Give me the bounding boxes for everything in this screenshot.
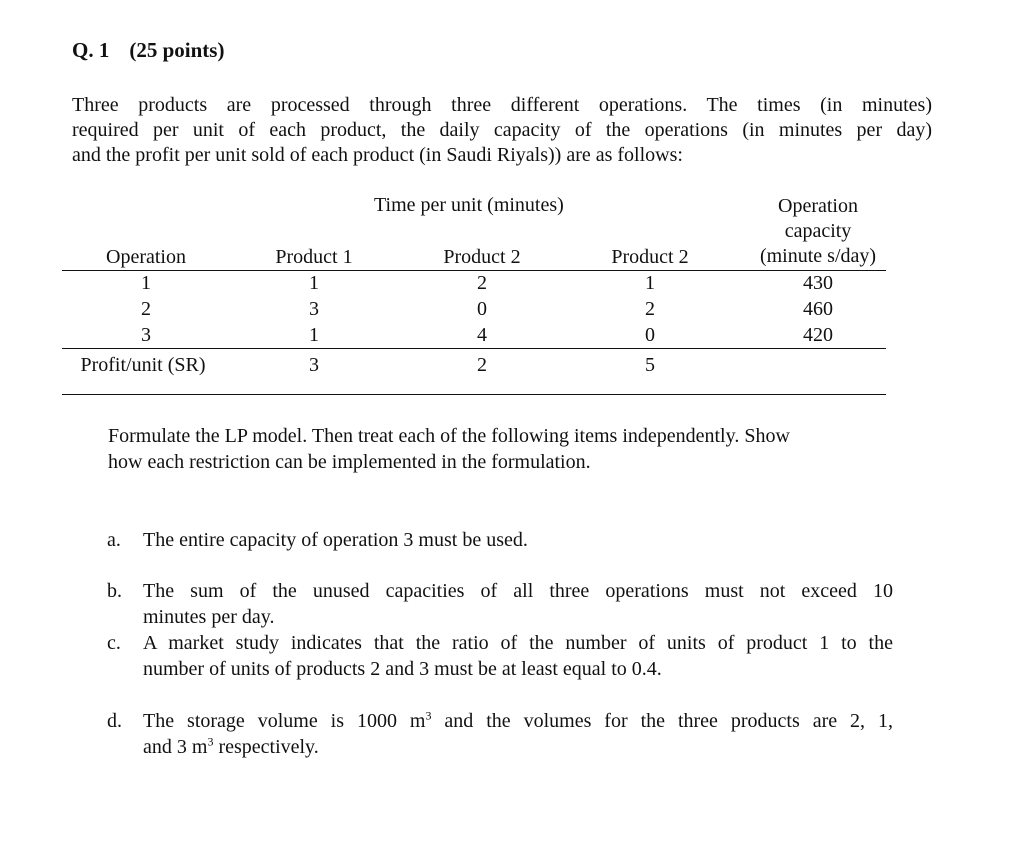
- instructions-line: how each restriction can be implemented in the formulation.: [108, 451, 591, 473]
- item-text: The entire capacity of operation 3 must be used.: [143, 529, 528, 551]
- table-cell-operation: 3: [141, 324, 151, 346]
- question-points: (25 points): [129, 38, 225, 62]
- superscript: 3: [207, 734, 214, 749]
- profit-cell-p1: 3: [309, 354, 319, 376]
- table-cell-capacity: 430: [803, 272, 833, 294]
- column-header-operation: Operation: [106, 246, 186, 268]
- item-text-part: and the volumes for the three products are 2, 1,: [431, 710, 893, 732]
- profit-cell-p2: 2: [477, 354, 487, 376]
- profit-rule: [62, 348, 886, 349]
- table-cell-p2: 2: [477, 272, 487, 294]
- item-text: The sum of the unused capacities of all three operations must not exceed 10: [143, 580, 893, 602]
- profit-cell-p3: 5: [645, 354, 655, 376]
- item-label: c.: [107, 632, 121, 654]
- profit-row-label: Profit/unit (SR): [80, 354, 206, 376]
- question-heading: [72, 38, 224, 63]
- table-cell-p3: 2: [645, 298, 655, 320]
- item-text-part: and 3 m: [143, 736, 208, 758]
- table-cell-p1: 3: [309, 298, 319, 320]
- capacity-header-line: (minute s/day): [759, 245, 877, 267]
- column-header-product-3: Product 2: [611, 246, 689, 268]
- time-per-unit-header: Time per unit (minutes): [374, 194, 564, 216]
- table-cell-capacity: 460: [803, 298, 833, 320]
- column-header-product-1: Product 1: [275, 246, 353, 268]
- table-cell-capacity: 420: [803, 324, 833, 346]
- instructions-paragraph: [108, 423, 790, 475]
- item-text: A market study indicates that the ratio of the number of units of product 1 to the: [143, 632, 893, 654]
- intro-paragraph: [72, 93, 932, 168]
- table-cell-p3: 0: [645, 324, 655, 346]
- intro-line: Three products are processed through three different operations. The times (in minutes): [72, 94, 932, 116]
- item-text: [143, 708, 893, 734]
- operation-capacity-header: [752, 194, 884, 269]
- table-cell-p1: 1: [309, 324, 319, 346]
- intro-line: required per unit of each product, the daily capacity of the operations (in minutes per day): [72, 119, 932, 141]
- superscript: 3: [425, 708, 432, 723]
- item-text-part: respectively.: [213, 736, 319, 758]
- item-text: number of units of products 2 and 3 must be at least equal to 0.4.: [143, 658, 662, 680]
- bottom-rule: [62, 394, 886, 395]
- table-cell-operation: 2: [141, 298, 151, 320]
- question-number: Q. 1: [72, 38, 110, 62]
- item-text-part: The storage volume is 1000 m: [143, 710, 426, 732]
- item-label: b.: [107, 580, 122, 602]
- item-text: [143, 734, 893, 760]
- item-text: minutes per day.: [143, 606, 275, 628]
- item-label: a.: [107, 529, 121, 551]
- table-cell-p2: 0: [477, 298, 487, 320]
- table-cell-p2: 4: [477, 324, 487, 346]
- table-cell-operation: 1: [141, 272, 151, 294]
- capacity-header-line: Operation: [778, 195, 858, 217]
- item-label: d.: [107, 710, 122, 732]
- table-cell-p1: 1: [309, 272, 319, 294]
- column-header-product-2: Product 2: [443, 246, 521, 268]
- instructions-line: Formulate the LP model. Then treat each of the following items independently. Show: [108, 425, 790, 447]
- intro-line: and the profit per unit sold of each product (in Saudi Riyals)) are as follows:: [72, 144, 683, 166]
- table-cell-p3: 1: [645, 272, 655, 294]
- capacity-header-line: capacity: [784, 220, 852, 242]
